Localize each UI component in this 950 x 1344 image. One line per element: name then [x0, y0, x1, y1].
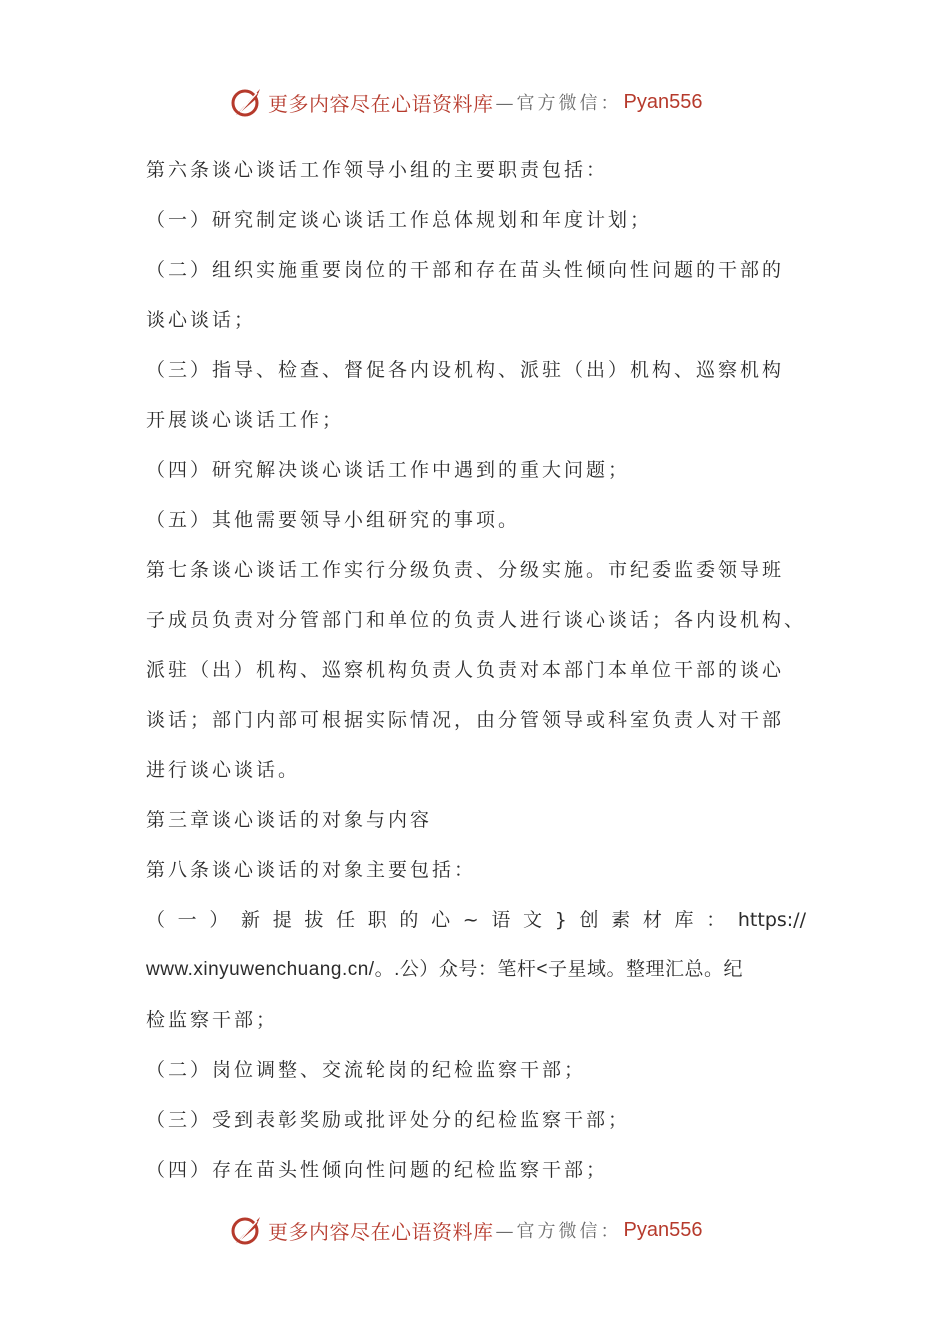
- text-line: 第八条谈心谈话的对象主要包括：: [146, 859, 477, 881]
- footer-watermark: [230, 1212, 702, 1248]
- header-watermark: [230, 84, 702, 120]
- text-line: （三）指导、检查、督促各内设机构、派驻（出）机构、巡察机构: [146, 359, 785, 381]
- quill-pen-logo-icon: [230, 1213, 264, 1247]
- header-wechat-id: Pyan556: [623, 90, 703, 113]
- text-line: （五）其他需要领导小组研究的事项。: [146, 509, 521, 531]
- document-body: [146, 150, 806, 1200]
- text-line: 检监察干部；: [146, 1009, 279, 1031]
- text-line-with-url: www.xinyuwenchuang.cn/。.公）众号：笔杆<子星域。整理汇总。纪: [146, 959, 743, 980]
- text-line: （二）组织实施重要岗位的干部和存在苗头性倾向性问题的干部的: [146, 259, 785, 281]
- header-main-text: 更多内容尽在心语资料库: [268, 91, 494, 116]
- footer-main-text: 更多内容尽在心语资料库: [268, 1219, 494, 1244]
- footer-sub-text: —官方微信：: [495, 1221, 622, 1242]
- text-line: 谈话；部门内部可根据实际情况，由分管领导或科室负责人对干部: [146, 709, 785, 731]
- quill-pen-logo-icon: [230, 85, 264, 119]
- text-line: 进行谈心谈话。: [146, 759, 301, 781]
- text-line: （四）存在苗头性倾向性问题的纪检监察干部；: [146, 1159, 609, 1181]
- text-line: （四）研究解决谈心谈话工作中遇到的重大问题；: [146, 459, 631, 481]
- text-line: 开展谈心谈话工作；: [146, 409, 345, 431]
- footer-wechat-id: Pyan556: [623, 1218, 703, 1241]
- text-line-with-url: （一）新提拔任职的心~语文}创素材库：https://: [146, 909, 806, 931]
- text-line: （三）受到表彰奖励或批评处分的纪检监察干部；: [146, 1109, 631, 1131]
- text-line: 派驻（出）机构、巡察机构负责人负责对本部门本单位干部的谈心: [146, 659, 785, 681]
- text-line: 第七条谈心谈话工作实行分级负责、分级实施。市纪委监委领导班: [146, 559, 785, 581]
- text-line: 子成员负责对分管部门和单位的负责人进行谈心谈话；各内设机构、: [146, 609, 807, 631]
- chapter-heading: 第三章谈心谈话的对象与内容: [146, 809, 433, 831]
- text-line: （一）研究制定谈心谈话工作总体规划和年度计划；: [146, 209, 653, 231]
- text-line: 谈心谈话；: [146, 309, 257, 331]
- text-line: 第六条谈心谈话工作领导小组的主要职责包括：: [146, 159, 609, 181]
- text-line: （二）岗位调整、交流轮岗的纪检监察干部；: [146, 1059, 587, 1081]
- header-sub-text: —官方微信：: [495, 93, 622, 114]
